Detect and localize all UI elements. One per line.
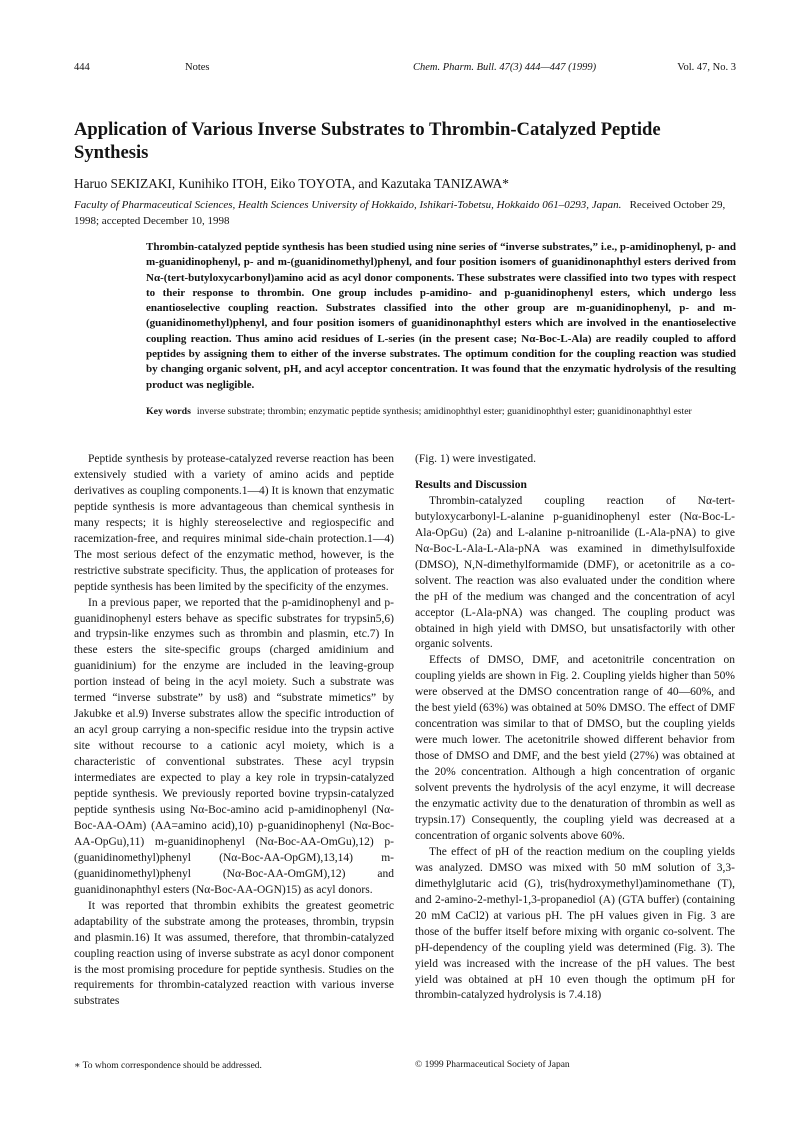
section-label: Notes	[185, 62, 210, 73]
article-title: Application of Various Inverse Substrates to Thrombin-Catalyzed Peptide Synthesis	[74, 119, 661, 163]
results-paragraph-2: Effects of DMSO, DMF, and acetonitrile concentration on coupling yields are shown in Fig. 2. Coupling yields higher than 50% were observed at the DMSO concentration range of 40—60%, and the best yield (63%) was obtained at 50% DMSO. The effect of DMF concentration was similar to that of DMSO, but the coupling yields were much lower. The acetonitrile showed different behavior from those of DMSO and DMF, and the best yield (27%) was obtained at the 20% concentration. Although a high concentration of organic solvent prevents the hydrolysis of the acyl enzyme, it will decrease the enzymatic activity due to the denaturation of thrombin as well as trypsin.17) Consequently, the coupling yield was decreased at a concentration of organic solvents above 60%.	[415, 654, 735, 842]
correspondence-footnote: ∗ To whom correspondence should be addressed.	[74, 1061, 262, 1071]
abstract: Thrombin-catalyzed peptide synthesis has been studied using nine series of “inverse substrates,” i.e., p-amidinophenyl, p- and m-guanidinophenyl, p- and m-(guanidinomethyl)phenyl, and four position isomers of guanidinonaphthyl esters derived from Nα-(tert-butyloxycarbonyl)amino acid as acyl donor components. These substrates were classified into two types with respect to their response to thrombin. One group includes p-amidino- and p-guanidinophenyl esters, which undergo less enantioselective coupling reaction. Substrates classified into the other group are m-guanidinophenyl, p- and m-(guanidinomethyl)phenyl, and four position isomers of guanidinonaphthyl esters which are involved in the enantioselective coupling reaction. Thus amino acid residues of L-series (in the present case; Nα-Boc-L-Ala) are readily coupled to afford peptides by assigning them to either of the inverse substrates. The optimum condition for the coupling reaction was studied by changing organic solvent, pH, and acyl acceptor concentration. It was found that the enzymatic hydrolysis of the resulting product was negligible.	[146, 241, 736, 391]
left-column	[74, 452, 394, 1010]
keywords-text: inverse substrate; thrombin; enzymatic peptide synthesis; amidinophthyl ester; guanidinophthyl ester; guanidinonaphthyl ester	[196, 406, 692, 417]
intro-continuation: (Fig. 1) were investigated.	[415, 453, 537, 465]
received-dates: Received October 29, 1998; accepted December 10, 1998	[74, 199, 726, 227]
intro-paragraph-2: In a previous paper, we reported that the p-amidinophenyl and p-guanidinophenyl esters behave as specific substrates for trypsin5,6) and trypsin-like enzymes such as thrombin and plasmin, etc.7) In these esters the site-specific groups (charged amidinium and guanidinium) for the enzyme are included in the leaving-group portion instead of being in the acyl moiety. Such a substrate was termed “inverse substrate” by us8) and “substrate mimetics” by Jakubke et al.9) Inverse substrates allow the specific introduction of an acyl group carrying a non-specific residue into the trypsin active site without recourse to a cationic acyl moiety, which is a characteristic of conventional substrates. These acyl trypsin intermediates are expected to play a key role in trypsin-catalyzed peptide synthesis. We previously reported bovine trypsin-catalyzed peptide synthesis using Nα-Boc-amino acid p-amidinophenyl (Nα-Boc-AA-OAm) (AA=amino acid),10) p-guanidinophenyl (Nα-Boc-AA-OpGu),11) m-guanidinophenyl (Nα-Boc-AA-OmGu),12) p-(guanidinomethyl)phenyl (Nα-Boc-AA-OpGM),13,14) m-(guanidinomethyl)phenyl (Nα-Boc-AA-OmGM),12) and guanidinonaphthyl esters (Nα-Boc-AA-OGN)15) as acyl donors.	[74, 596, 394, 896]
keywords-label: Key words	[146, 406, 191, 417]
running-header	[74, 62, 736, 78]
right-column	[415, 452, 735, 1004]
author-list: Haruo SEKIZAKI, Kunihiko ITOH, Eiko TOYOTA, and Kazutaka TANIZAWA*	[74, 176, 509, 191]
intro-paragraph-1: Peptide synthesis by protease-catalyzed reverse reaction has been extensively studied with a variety of amino acids and peptide derivatives as coupling components.1—4) It is known that enzymatic peptide synthesis is more advantageous than chemical synthesis in many respects; it is highly stereoselective and regiospecific and racemization-free, and requires minimal side-chain protection.1—4) The most serious defect of the enzymatic method, however, is the restrictive substrate specificity. Thus, the application of proteases for peptide synthesis has been limited by the specificity of the enzymes.	[74, 453, 394, 593]
results-heading: Results and Discussion	[415, 478, 527, 491]
affiliation: Faculty of Pharmaceutical Sciences, Health Sciences University of Hokkaido, Ishikari-Tobetsu, Hokkaido 061–0293, Japan.	[74, 199, 622, 211]
results-paragraph-1: Thrombin-catalyzed coupling reaction of Nα-tert-butyloxycarbonyl-L-alanine p-guanidinophenyl ester (Nα-Boc-L-Ala-OpGu) (2a) and L-alanine p-nitroanilide (L-Ala-pNA) to give Nα-Boc-L-Ala-L-Ala-pNA was examined in dimethylsulfoxide (DMSO), N,N-dimethylformamide (DMF), or acetonitrile as a co-solvent. The reaction was also evaluated under the condition where the pH of the medium was changed and the concentration of acyl acceptor (L-Ala-pNA) was changed. The coupling product was obtained in high yield with DMSO, but unsatisfactorily with other organic solvents.	[415, 494, 735, 651]
volume-label: Vol. 47, No. 3	[677, 62, 736, 73]
affiliation-block	[74, 198, 736, 229]
results-paragraph-3: The effect of pH of the reaction medium on the coupling yields was analyzed. DMSO was mixed with 50 mM solution of 3,3-dimethylglutaric acid (G), tris(hydroxymethyl)aminomethane (T), and 2-amino-2-methyl-1,3-propanediol (A) (GTA buffer) (containing 20 mM CaCl2) at various pH. The pH values given in Fig. 3 are those of the buffer itself before mixing with organic co-solvent. The pH-dependency of the coupling yield was determined (Fig. 3). The yield was increased with the increase of the pH values. The best yield was obtained at pH 10 even though the optimum pH for thrombin-catalyzed hydrolysis is 7.4.18)	[415, 845, 735, 1002]
keywords	[146, 405, 736, 420]
intro-paragraph-3: It was reported that thrombin exhibits the greatest geometric adaptability of the substrate among the proteases, thrombin, trypsin and plasmin.16) It was assumed, therefore, that thrombin-catalyzed coupling reaction using of inverse substrate as acyl donor component is the most promising procedure for peptide synthesis. Studies on the requirements for thrombin-catalyzed reaction with various inverse substrates	[74, 899, 394, 1008]
copyright-notice: © 1999 Pharmaceutical Society of Japan	[415, 1060, 570, 1070]
journal-citation: Chem. Pharm. Bull. 47(3) 444—447 (1999)	[413, 62, 597, 73]
page-number: 444	[74, 62, 90, 73]
